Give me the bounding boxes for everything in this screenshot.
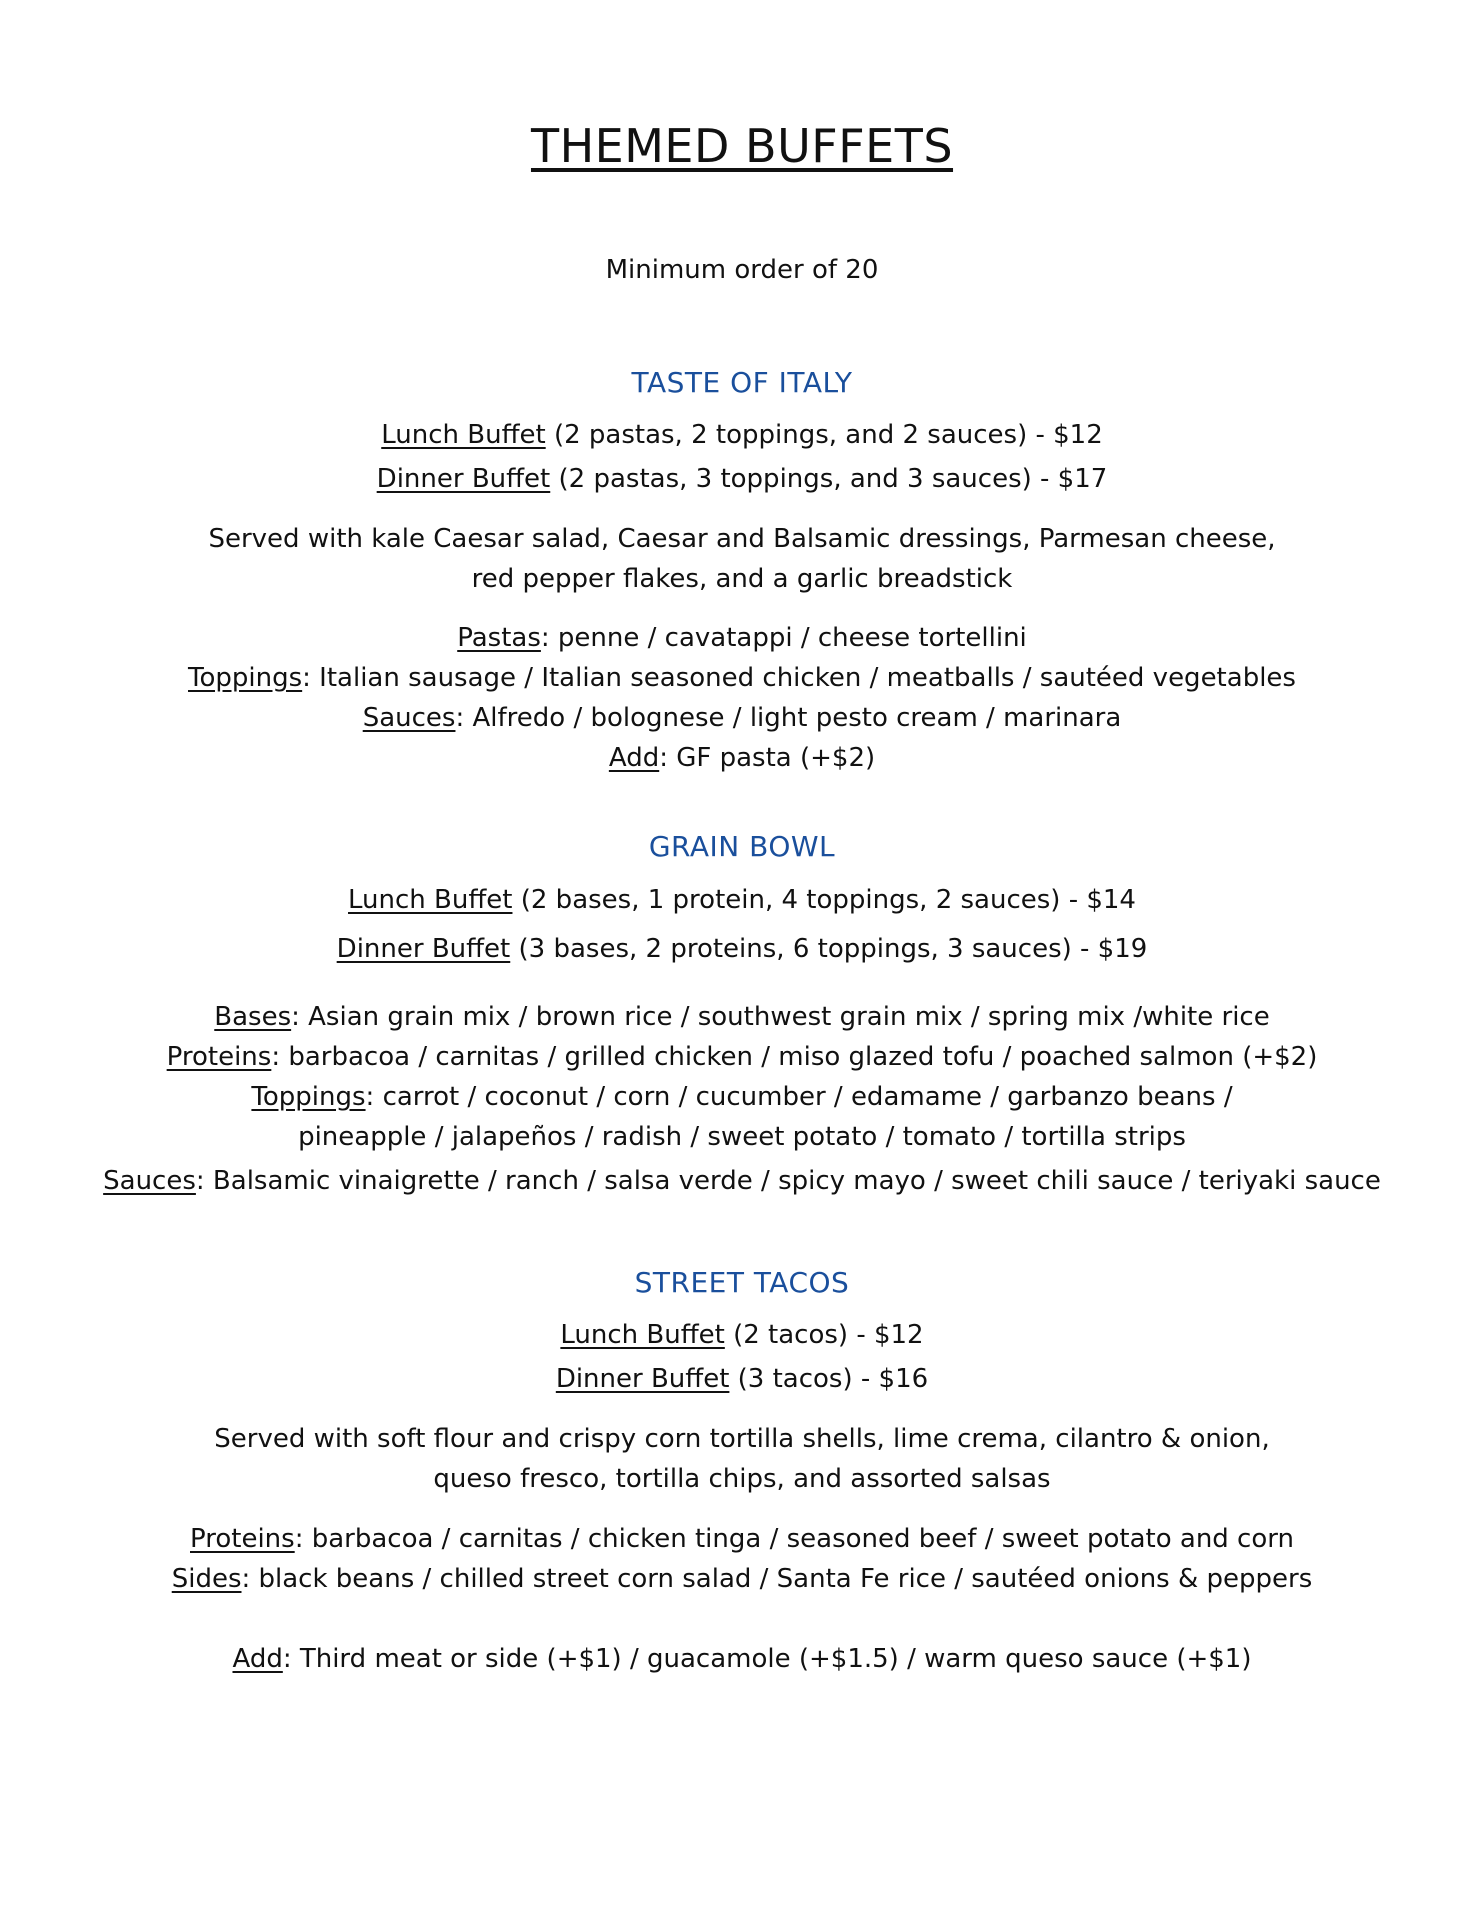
italy-sauces-list: : Alfredo / bolognese / light pesto cream / marinara	[455, 703, 1122, 733]
tacos-dinner-line	[0, 1363, 1484, 1395]
tacos-served-line-1: Served with soft flour and crispy corn tortilla shells, lime crema, cilantro & onion,	[214, 1424, 1270, 1454]
page-title: THEMED BUFFETS	[530, 119, 954, 173]
tacos-proteins-line	[0, 1523, 1484, 1555]
section-heading-grain-bowl: GRAIN BOWL	[648, 830, 836, 863]
minimum-order-note: Minimum order of 20	[605, 255, 879, 285]
tacos-sides-line	[0, 1563, 1484, 1595]
italy-sauces-line	[0, 702, 1484, 734]
tacos-dinner-label: Dinner Buffet	[555, 1364, 730, 1394]
tacos-add-text: : Third meat or side (+$1) / guacamole (+$1.5) / warm queso sauce (+$1)	[282, 1644, 1252, 1674]
grain-sauces-list: : Balsamic vinaigrette / ranch / salsa verde / spicy mayo / sweet chili sauce / teriyaki sauce	[195, 1166, 1381, 1196]
grain-proteins-line	[0, 1041, 1484, 1073]
italy-sauces-label: Sauces	[362, 703, 456, 733]
italy-dinner-desc: (2 pastas, 3 toppings, and 3 sauces) - $17	[550, 464, 1108, 494]
grain-toppings-label: Toppings	[251, 1082, 366, 1112]
italy-lunch-desc: (2 pastas, 2 toppings, and 2 sauces) - $12	[545, 420, 1103, 450]
italy-lunch-label: Lunch Buffet	[381, 420, 546, 450]
tacos-lunch-label: Lunch Buffet	[560, 1320, 725, 1350]
tacos-dinner-desc: (3 tacos) - $16	[729, 1364, 929, 1394]
grain-lunch-desc: (2 bases, 1 protein, 4 toppings, 2 sauces) - $14	[512, 885, 1136, 915]
grain-lunch-line	[0, 884, 1484, 916]
italy-dinner-line	[0, 463, 1484, 495]
tacos-lunch-line	[0, 1319, 1484, 1351]
tacos-lunch-desc: (2 tacos) - $12	[724, 1320, 924, 1350]
grain-toppings-line-1	[0, 1081, 1484, 1113]
grain-proteins-list: : barbacoa / carnitas / grilled chicken / miso glazed tofu / poached salmon (+$2)	[271, 1042, 1318, 1072]
grain-sauces-line	[0, 1165, 1484, 1197]
section-heading-street-tacos: STREET TACOS	[634, 1266, 850, 1299]
grain-dinner-label: Dinner Buffet	[336, 934, 511, 964]
italy-add-line	[0, 742, 1484, 774]
tacos-proteins-label: Proteins	[190, 1524, 295, 1554]
grain-bases-list: : Asian grain mix / brown rice / southwest grain mix / spring mix /white rice	[291, 1002, 1270, 1032]
tacos-served-line-2: queso fresco, tortilla chips, and assorted salsas	[433, 1464, 1051, 1494]
italy-toppings-list: : Italian sausage / Italian seasoned chicken / meatballs / sautéed vegetables	[302, 663, 1296, 693]
tacos-add-label: Add	[232, 1644, 283, 1674]
italy-toppings-line	[0, 662, 1484, 694]
grain-bases-line	[0, 1001, 1484, 1033]
section-heading-italy: TASTE OF ITALY	[631, 366, 853, 399]
italy-lunch-line	[0, 419, 1484, 451]
italy-add-label: Add	[608, 743, 660, 773]
italy-served-line-1: Served with kale Caesar salad, Caesar and Balsamic dressings, Parmesan cheese,	[208, 524, 1276, 554]
tacos-sides-label: Sides	[171, 1564, 242, 1594]
italy-pastas-label: Pastas	[457, 623, 541, 653]
tacos-proteins-list: : barbacoa / carnitas / chicken tinga / seasoned beef / sweet potato and corn	[294, 1524, 1294, 1554]
tacos-sides-list: : black beans / chilled street corn salad / Santa Fe rice / sautéed onions & peppers	[241, 1564, 1313, 1594]
grain-proteins-label: Proteins	[166, 1042, 272, 1072]
italy-pastas-list: : penne / cavatappi / cheese tortellini	[540, 623, 1027, 653]
italy-add-text: : GF pasta (+$2)	[659, 743, 876, 773]
grain-lunch-label: Lunch Buffet	[348, 885, 513, 915]
italy-pastas-line	[0, 622, 1484, 654]
grain-toppings-list-1: : carrot / coconut / corn / cucumber / edamame / garbanzo beans /	[365, 1082, 1233, 1112]
tacos-add-line	[0, 1643, 1484, 1675]
italy-served-line-2: red pepper flakes, and a garlic breadstick	[471, 564, 1013, 594]
grain-bases-label: Bases	[214, 1002, 292, 1032]
italy-dinner-label: Dinner Buffet	[376, 464, 551, 494]
grain-toppings-line-2: pineapple / jalapeños / radish / sweet potato / tomato / tortilla strips	[298, 1122, 1186, 1152]
italy-toppings-label: Toppings	[188, 663, 303, 693]
grain-sauces-label: Sauces	[103, 1166, 196, 1196]
grain-dinner-desc: (3 bases, 2 proteins, 6 toppings, 3 sauces) - $19	[510, 934, 1148, 964]
grain-dinner-line	[0, 933, 1484, 965]
